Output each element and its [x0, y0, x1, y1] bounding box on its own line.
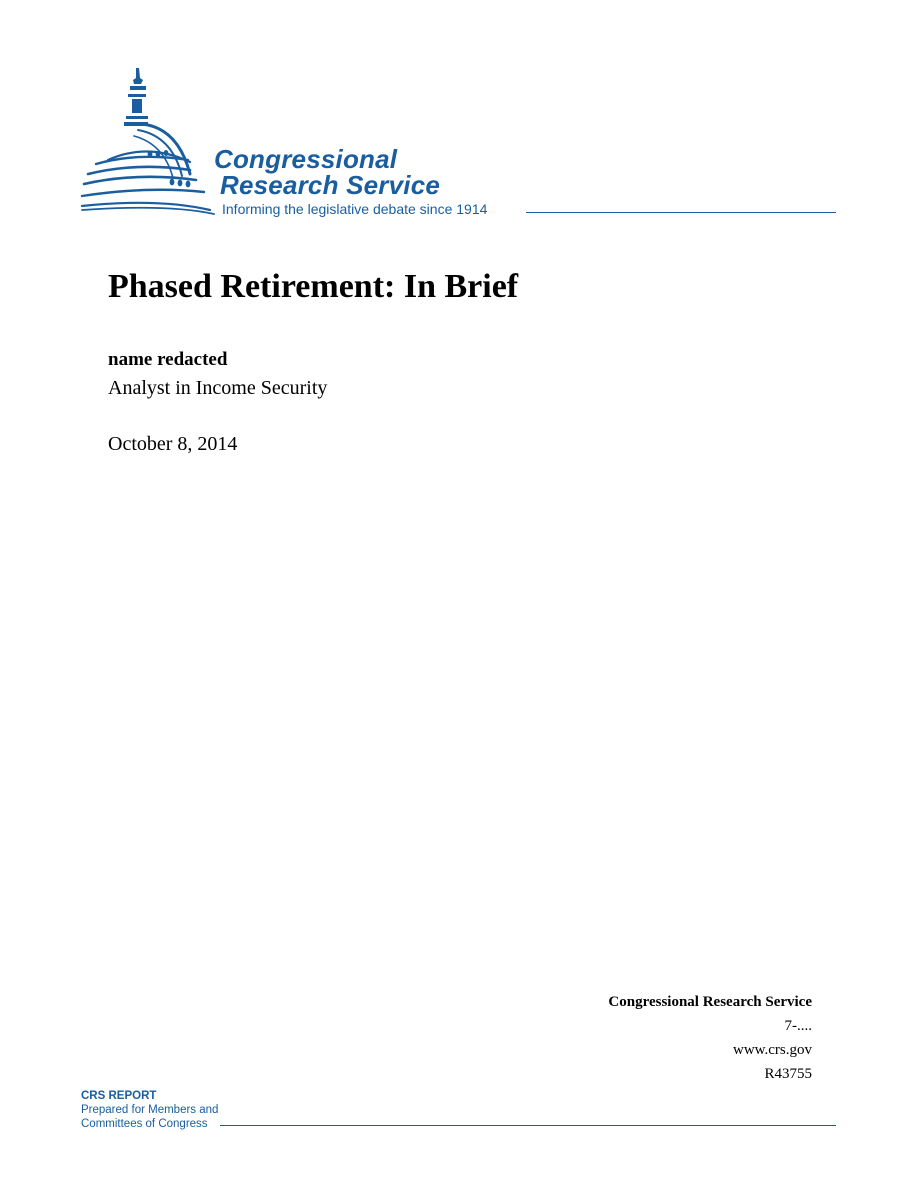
- contact-org: Congressional Research Service: [608, 994, 812, 1010]
- report-number: R43755: [764, 1066, 812, 1082]
- brand-tagline: Informing the legislative debate since 1914: [222, 201, 488, 217]
- contact-website[interactable]: www.crs.gov: [732, 1042, 812, 1058]
- report-title: Phased Retirement: In Brief: [108, 268, 519, 305]
- footer-line1: Prepared for Members and: [81, 1104, 219, 1116]
- author-name: name redacted: [108, 349, 228, 370]
- footer-line2: Committees of Congress: [81, 1118, 208, 1130]
- contact-phone: 7-....: [784, 1018, 812, 1034]
- brand-name-line2: Research Service: [220, 170, 441, 200]
- header-divider: [526, 212, 836, 213]
- contact-block: [608, 990, 812, 1086]
- footer-label: CRS REPORT: [81, 1090, 157, 1102]
- brand-name-line1: Congressional: [214, 144, 398, 174]
- crs-report-footer: [81, 1089, 218, 1131]
- footer-divider: [220, 1125, 836, 1126]
- author-title: Analyst in Income Security: [108, 377, 328, 399]
- report-date: October 8, 2014: [108, 433, 238, 455]
